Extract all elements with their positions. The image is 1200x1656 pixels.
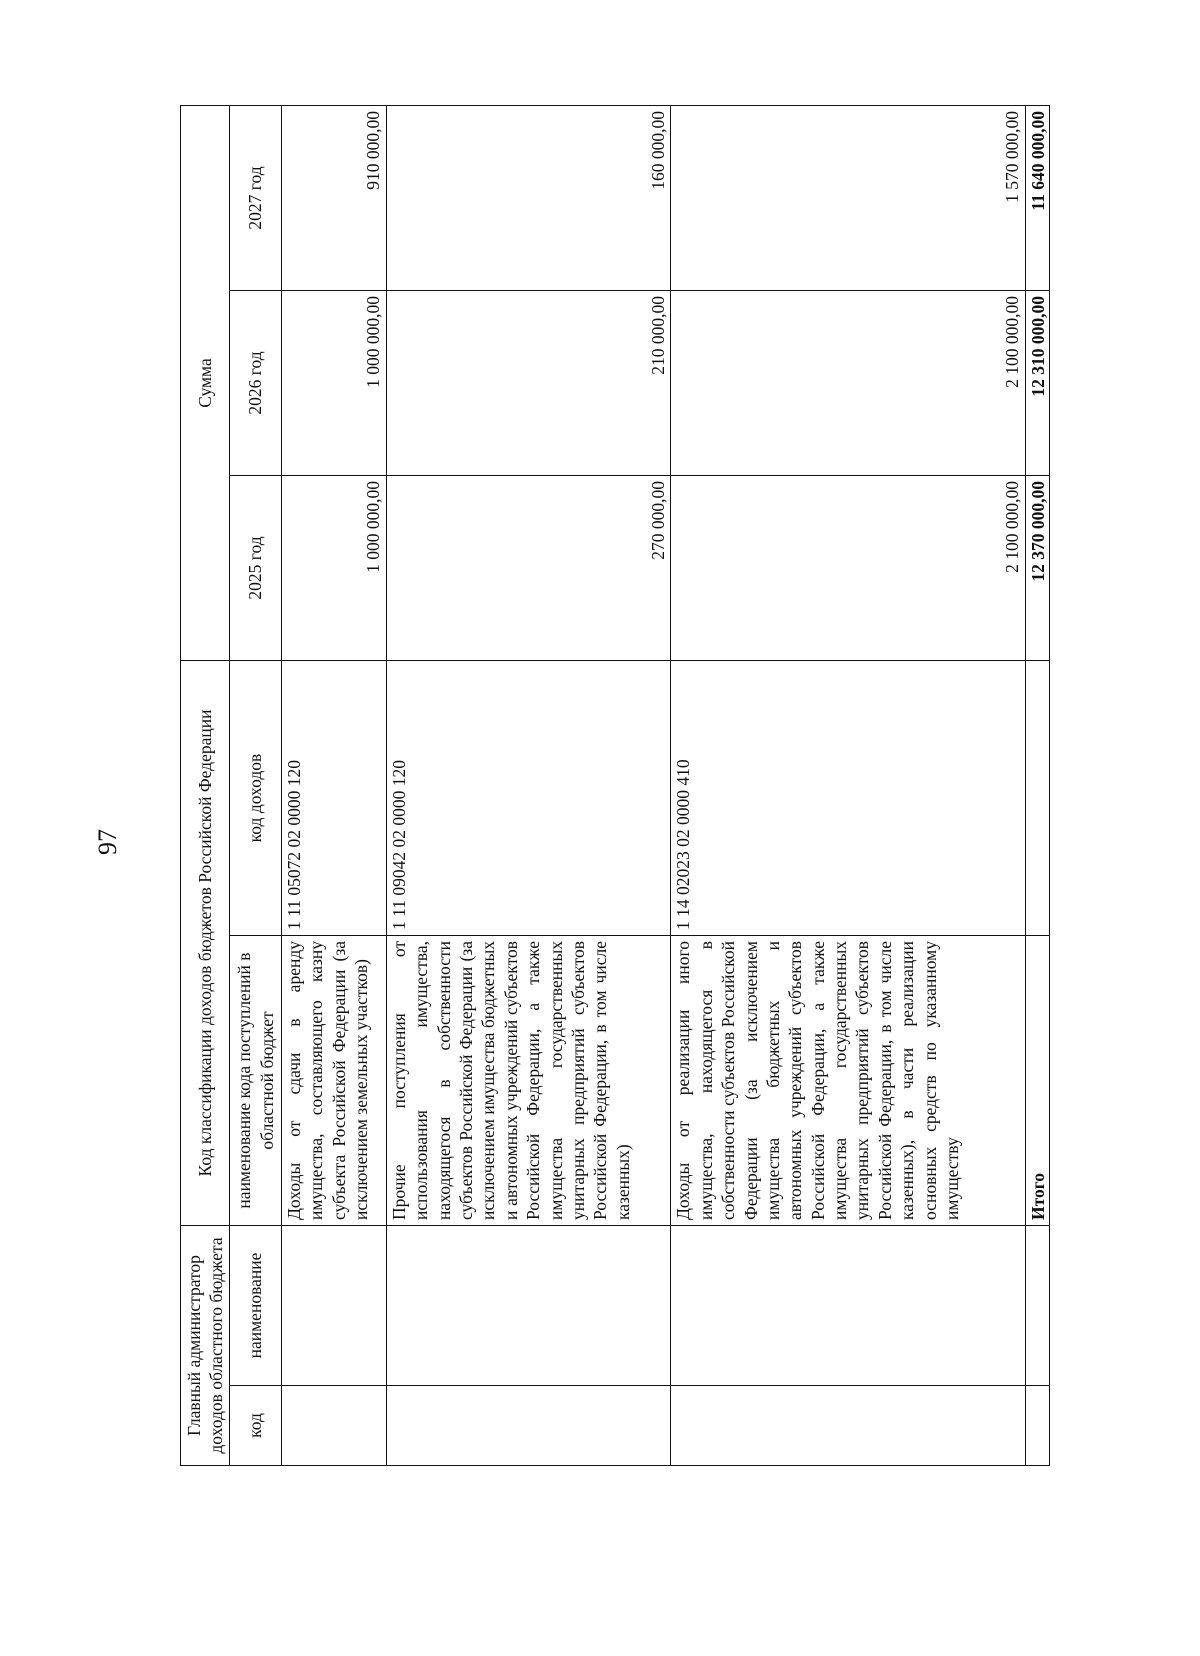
cell-admin-name <box>386 1226 670 1386</box>
header-year-2025: 2025 год <box>230 476 282 661</box>
table-row <box>281 106 386 1466</box>
cell-amount-2027: 910 000,00 <box>281 106 386 291</box>
header-admin-group: Главный администратор доходов областного бюджета <box>181 1226 230 1466</box>
cell-amount-2027: 160 000,00 <box>386 106 670 291</box>
table-row <box>386 106 670 1466</box>
cell-amount-2026: 2 100 000,00 <box>671 291 1026 476</box>
cell-amount-2025: 2 100 000,00 <box>671 476 1026 661</box>
cell-total-admin-name <box>1025 1226 1049 1386</box>
total-amount-2027: 11 640 000,00 <box>1025 106 1049 291</box>
cell-admin-name <box>281 1226 386 1386</box>
cell-admin-code <box>281 1386 386 1466</box>
cell-income-code: 1 14 02023 02 0000 410 <box>671 661 1026 936</box>
cell-income-name: Доходы от сдачи в аренду имущества, составляющего казну субъекта Российской Федерации (за исключением земельных участков) <box>281 936 386 1226</box>
header-row-1 <box>181 106 230 1466</box>
header-admin-code: код <box>230 1386 282 1466</box>
cell-admin-code <box>386 1386 670 1466</box>
header-income-name: наименование кода поступлений в областной бюджет <box>230 936 282 1226</box>
table-row <box>671 106 1026 1466</box>
header-year-2027: 2027 год <box>230 106 282 291</box>
cell-total-income-code <box>1025 661 1049 936</box>
total-row <box>1025 106 1049 1466</box>
cell-amount-2026: 1 000 000,00 <box>281 291 386 476</box>
total-label: Итого <box>1025 936 1049 1226</box>
cell-admin-name <box>671 1226 1026 1386</box>
header-admin-name: наименование <box>230 1226 282 1386</box>
cell-amount-2027: 1 570 000,00 <box>671 106 1026 291</box>
header-year-2026: 2026 год <box>230 291 282 476</box>
table-wrapper <box>180 106 1050 1466</box>
header-income-code: код доходов <box>230 661 282 936</box>
cell-income-code: 1 11 09042 02 0000 120 <box>386 661 670 936</box>
cell-income-name: Прочие поступления от использования имущества, находящегося в собственности субъектов Российской Федерации (за исключением имущества бюджетных и автономных учреждений субъектов Российской Федерации, а также имущества государственных унитарных предприятий субъектов Российской Федерации, в том числе казенных) <box>386 936 670 1226</box>
page-number: 97 <box>93 829 122 855</box>
cell-amount-2025: 270 000,00 <box>386 476 670 661</box>
revenue-table <box>180 105 1050 1466</box>
header-sum-group: Сумма <box>181 106 230 661</box>
header-row-2 <box>230 106 282 1466</box>
cell-total-admin-code <box>1025 1386 1049 1466</box>
cell-income-name: Доходы от реализации иного имущества, находящегося в собственности субъектов Российской Федерации (за исключением имущества бюджетных и автономных учреждений субъектов Российской Федерации, а также имущества государственных унитарных предприятий субъектов Российской Федерации, в том числе казенных), в части реализации основных средств по указанному имуществу <box>671 936 1026 1226</box>
cell-amount-2025: 1 000 000,00 <box>281 476 386 661</box>
header-classification-group: Код классификации доходов бюджетов Российской Федерации <box>181 661 230 1226</box>
cell-income-code: 1 11 05072 02 0000 120 <box>281 661 386 936</box>
cell-admin-code <box>671 1386 1026 1466</box>
cell-amount-2026: 210 000,00 <box>386 291 670 476</box>
total-amount-2026: 12 310 000,00 <box>1025 291 1049 476</box>
total-amount-2025: 12 370 000,00 <box>1025 476 1049 661</box>
